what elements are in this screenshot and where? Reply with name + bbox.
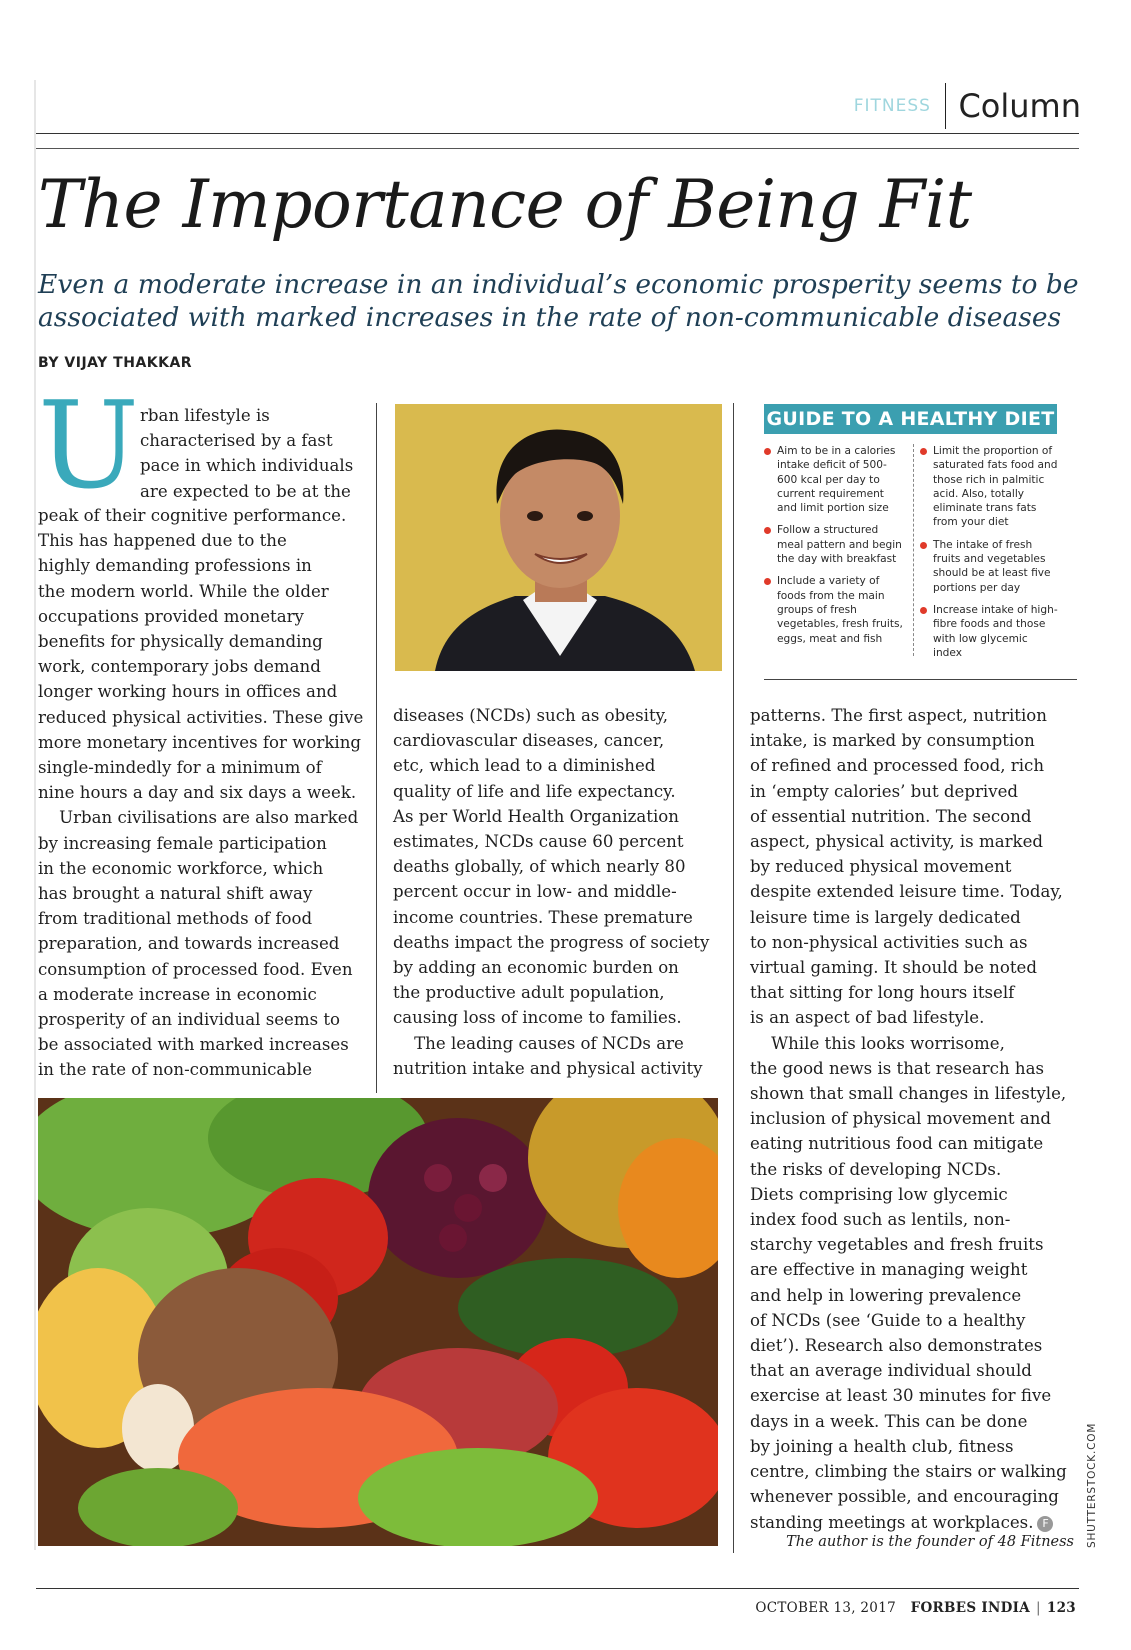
standfirst-line-2: associated with marked increases in the rate of non-communicable diseases [38, 302, 1062, 333]
header-rule-secondary [36, 148, 1079, 149]
guide-item-text: Follow a structured meal pattern and begin the day with breakfast [777, 524, 902, 566]
column-rule-2 [733, 403, 734, 1553]
guide-item [764, 444, 904, 515]
author-portrait-illustration [395, 404, 722, 671]
guide-item-text: Aim to be in a calories intake deficit of 500-600 kcal per day to current requirement and limit portion size [777, 445, 896, 515]
guide-item-text: Limit the proportion of saturated fats food and those rich in palmitic acid. Also, totally eliminate trans fats from your diet [933, 445, 1058, 529]
guide-title: GUIDE TO A HEALTHY DIET [764, 404, 1057, 434]
guide-item-text: Increase intake of high-fibre foods and those with low glycemic index [933, 603, 1058, 659]
guide-bottom-rule [764, 679, 1077, 680]
article-standfirst [38, 268, 1088, 334]
guide-item-text: The intake of fresh fruits and vegetables should be at least five portions per day [933, 538, 1051, 594]
photo-credit: SHUTTERSTOCK.COM [1086, 1422, 1098, 1548]
page-gutter-edge [34, 80, 36, 1550]
page-footer [755, 1600, 1076, 1616]
article-headline: The Importance of Being Fit [38, 166, 972, 243]
column-3-text [750, 703, 1067, 1535]
author-portrait [395, 404, 722, 671]
footer-magazine: FORBES INDIA [910, 1600, 1031, 1616]
guide-divider [913, 444, 914, 656]
guide-item [920, 444, 1060, 530]
column-2-text: diseases (NCDs) such as obesity, cardiovascular diseases, cancer, etc, which lead to a diminished quality of life and life expectancy. As per World Health Organization estimates, NCDs cause 60 percent deaths globally, of which nearly 80 percent occur in low- and middle- income countries. These premature deaths impact the progress of society by adding an economic burden on the productive adult population, causing loss of income to families. The leading causes of NCDs are nutrition intake and physical activity [393, 706, 710, 1078]
drop-cap: U [38, 377, 140, 516]
bullet-icon [764, 527, 771, 534]
column-rule-1 [376, 403, 377, 1093]
column-3-body: patterns. The first aspect, nutrition intake, is marked by consumption of refined and processed food, rich in ‘empty calories’ but deprived of essential nutrition. The second aspect, physical activity, is marked by reduced physical movement despite extended leisure time. Today, leisure time is largely dedicated to non-physical activities such as virtual gaming. It should be noted that sitting for long hours itself is an aspect of bad lifestyle. While this looks worrisome, the good news is that research has shown that small changes in lifestyle, inclusion of physical movement and eating nutritious food can mitigate the risks of developing NCDs. Diets comprising low glycemic index food such as lentils, non- starchy vegetables and fresh fruits are effective in managing weight and help in lowering prevalence of NCDs (see ‘Guide to a healthy diet’). Research also demonstrates that an average individual should exercise at least 30 minutes for five days in a week. This can be done by joining a health club, fitness centre, climbing the stairs or walking whenever possible, and encouraging standing meetings at workplaces. [750, 706, 1067, 1532]
header-rule [36, 133, 1079, 134]
guide-item [764, 523, 904, 566]
guide-right-column [920, 444, 1060, 668]
bullet-icon [920, 542, 927, 549]
food-photo-illustration [38, 1098, 718, 1546]
column-1-intro: rban lifestyle is characterised by a fast pace in which individuals are expected to be at the [140, 406, 354, 501]
food-photo [38, 1098, 718, 1546]
guide-left-column [764, 444, 904, 654]
standfirst-line-1: Even a moderate increase in an individual’s economic prosperity seems to be [38, 269, 1079, 300]
guide-item [764, 574, 904, 645]
bullet-icon [920, 448, 927, 455]
guide-item-text: Include a variety of foods from the main groups of fresh vegetables, fresh fruits, eggs, meat and fish [777, 575, 903, 645]
author-note: The author is the founder of 48 Fitness [786, 1534, 1074, 1550]
section-kicker: FITNESS [853, 96, 931, 116]
section-name: Column [958, 87, 1081, 125]
healthy-diet-guide [764, 404, 1057, 662]
footer-rule [36, 1588, 1079, 1589]
column-1-text: peak of their cognitive performance. This has happened due to the highly demanding professions in the modern world. While the older occupations provided monetary benefits for physically demanding work, contemporary jobs demand longer working hours in offices and reduced physical activities. These give more monetary incentives for working single-mindedly for a minimum of nine hours a day and six days a week. Urban civilisations are also marked by increasing female participation in the economic workforce, which has brought a natural shift away from traditional methods of food preparation, and towards increased consumption of processed food. Even a moderate increase in economic prosperity of an individual seems to be associated with marked increases in the rate of non-communicable [38, 506, 364, 1080]
bullet-icon [764, 578, 771, 585]
page-number: 123 [1046, 1600, 1076, 1616]
bullet-icon [920, 607, 927, 614]
footer-separator: | [1036, 1600, 1041, 1616]
section-header [854, 82, 1081, 130]
end-mark-icon: F [1037, 1516, 1053, 1532]
footer-date: OCTOBER 13, 2017 [755, 1600, 896, 1616]
byline: BY VIJAY THAKKAR [38, 355, 193, 371]
guide-item [920, 538, 1060, 595]
bullet-icon [764, 448, 771, 455]
guide-item [920, 603, 1060, 660]
